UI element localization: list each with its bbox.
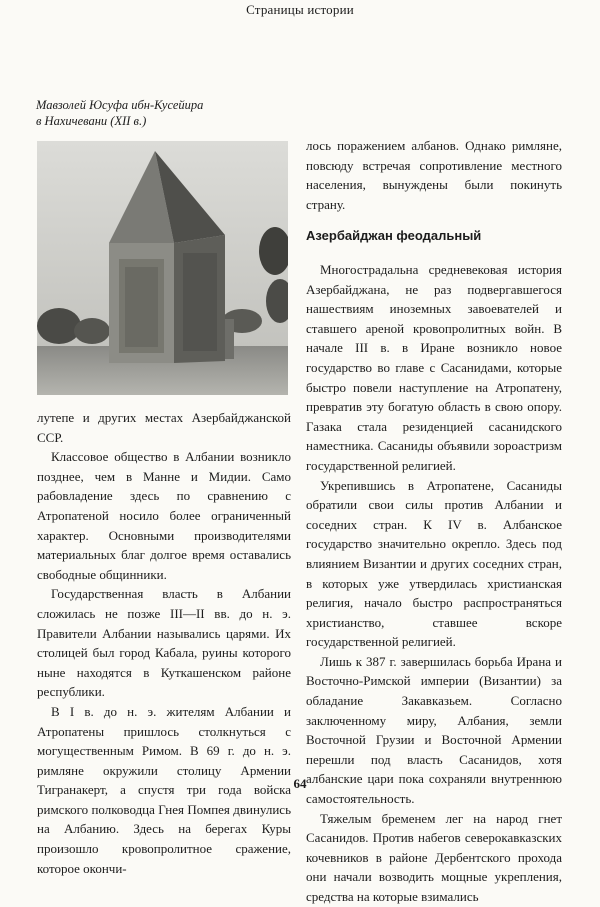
right-column-continuation <box>306 136 562 214</box>
paragraph: Государственная власть в Албании сложилась не позже III—II вв. до н. э. Правители Албании назывались царями. Их столицей был город Кабала, руины которого ныне находятся в Куткашенском районе республики. <box>37 586 291 700</box>
caption-line-2: в Нахичевани (XII в.) <box>36 114 147 128</box>
paragraph: В I в. до н. э. жителям Албании и Атропатены пришлось столкнуться с могущественным Римом. В 69 г. до н. э. римляне окружили столицу Армении Тигранакерт, а спустя три года войска римского полководца Гнея Помпея двинулись на Албанию. Здесь на берегах Куры произошло кровопролитное сражение, которое окончи- <box>37 703 291 876</box>
mausoleum-photo <box>37 141 288 395</box>
paragraph: Лишь к 387 г. завершилась борьба Ирана и Восточно-Римской империи (Византии) за обладание Закавказьем. Согласно заключенному миру, Албания, земли Восточной Грузии и Восточной Армении перешли под власть Сасанидов, хотя албанские цари пока сохраняли внутреннюю самостоятельность. <box>306 653 562 807</box>
left-column-text <box>37 408 291 878</box>
page-number: 64 <box>293 776 307 791</box>
mausoleum-illustration <box>37 141 288 395</box>
paragraph-continuation: лось поражением албанов. Однако римляне, повсюду встречая сопротивление местного населения, вынуждены были покинуть страну. <box>306 138 562 212</box>
paragraph: Тяжелым бременем лег на народ гнет Сасанидов. Против набегов северокавказских кочевников в районе Дербентского прохода они начали возводить мощные укрепления, средства на которые взимались <box>306 810 562 904</box>
section-heading: Азербайджан феодальный <box>306 228 482 243</box>
figure-caption <box>36 97 286 129</box>
running-title: Страницы истории <box>246 2 354 17</box>
caption-line-1: Мавзолей Юсуфа ибн-Кусейира <box>36 98 204 112</box>
paragraph: Классовое общество в Албании возникло позднее, чем в Манне и Мидии. Само рабовладение здесь по сравнению с Атропатеной носило более ограниченный характер. Основными производителями материальных благ долгое время оставались свободные общинники. <box>37 449 291 582</box>
paragraph: Укрепившись в Атропатене, Сасаниды обратили свои силы против Албании и соседних стран. К IV в. Албанское государство значительно окрепло. Здесь под влиянием Византии и других соседних стран, в которых уже утвердилась христианская религия, начало быстро распространяться христианство, ставшее вскоре государственной религией. <box>306 477 562 650</box>
paragraph: Многострадальна средневековая история Азербайджана, не раз подвергавшегося нашествиям иноземных завоевателей и ставшего ареной кровопролитных войн. В начале III в. в Иране возникло новое государство во главе с Сасанидами, которые быстро повели наступление на Атропатену, превратив эту богатую область в свою опору. Газака стала резиденцией сасанидского наместника. Сасаниды объявили зороастризм государственной религией. <box>306 262 562 473</box>
right-column-text <box>306 260 562 907</box>
paragraph-continuation: лутепе и других местах Азербайджанской ССР. <box>37 410 291 445</box>
